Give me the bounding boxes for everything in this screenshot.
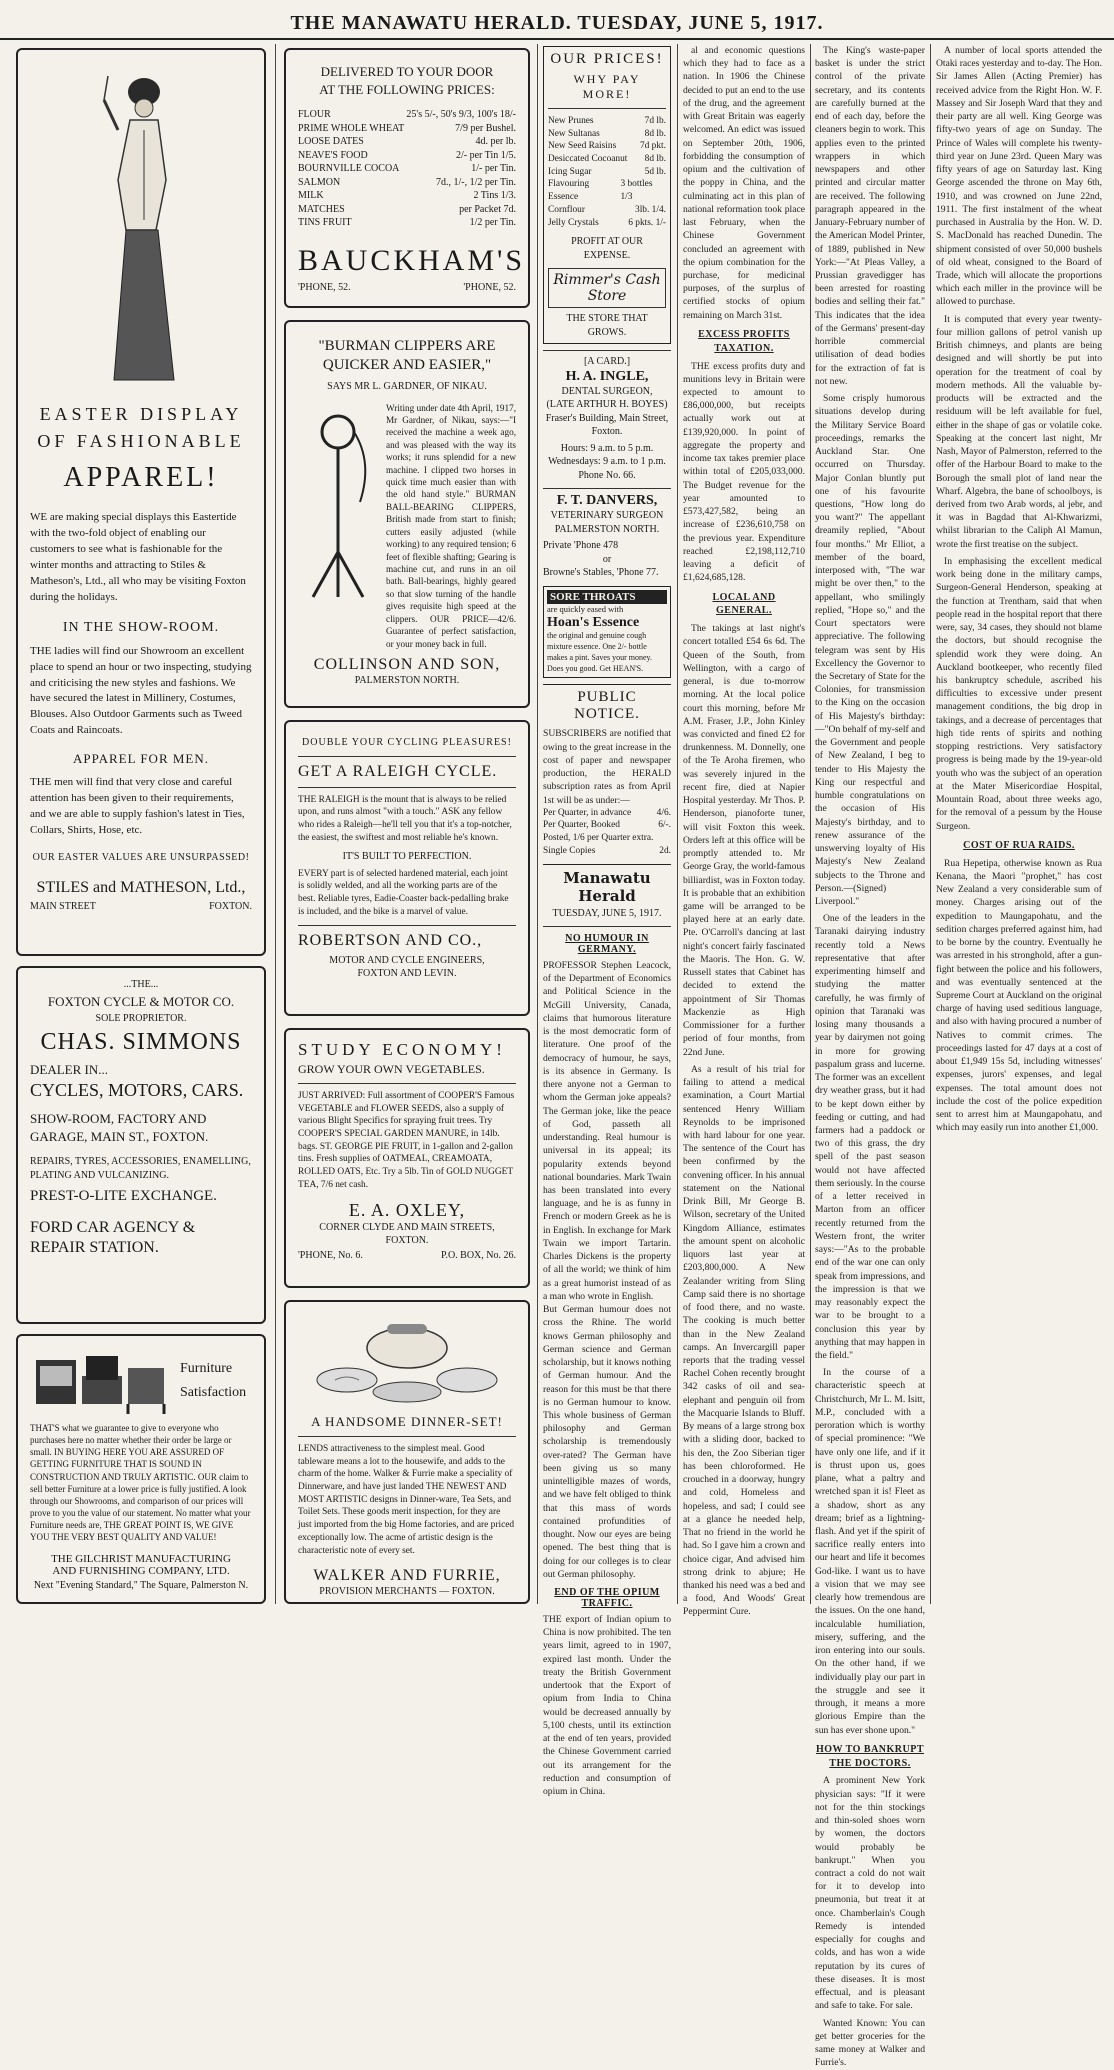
hoan-name: Hoan's Essence [547, 615, 640, 631]
foxton-cycle-ad [16, 966, 266, 1324]
collinson-town: PALMERSTON NORTH. [354, 674, 460, 686]
notice-rate-row-value: 2d. [659, 845, 671, 856]
column-rule [275, 44, 276, 1604]
prices-head: OUR PRICES! [550, 51, 664, 67]
prices-sub: WHY PAY MORE! [573, 72, 641, 101]
ingle-title: DENTAL SURGEON, [561, 385, 653, 397]
cycle-goods: CYCLES, MOTORS, CARS. [30, 1080, 244, 1100]
divider [298, 925, 516, 926]
bankrupt-heading: HOW TO BANKRUPT THE DOCTORS. [815, 1743, 925, 1769]
oxley-box: P.O. BOX, No. 26. [440, 1249, 516, 1261]
divider [298, 1083, 516, 1084]
bauckham-phone-right: 'PHONE, 52. [463, 281, 516, 293]
notice-rate-row [543, 819, 671, 832]
bauckham-phone-line [298, 282, 516, 293]
ingle-card-label: [A CARD.] [583, 356, 631, 368]
notice-rates [543, 807, 671, 858]
herald-section [543, 864, 671, 1799]
rimmer-price-row-label: New Seed Raisins [548, 141, 617, 152]
bauckham-price-row [298, 108, 516, 122]
showroom-heading: IN THE SHOW-ROOM. [62, 619, 220, 635]
walker-furrie-ad [284, 1300, 530, 1604]
bauckham-head1: DELIVERED TO YOUR DOOR [320, 64, 494, 79]
notice-rate-row-label: Per Quarter, in advance [543, 807, 632, 818]
humour-text2: But German humour does not cross the Rhine. The world knows German philosophy and German science and German scholarship, but it knows nothing of German humour. And the reason for this must be that there is no German humour to know. This whole business of German philosophy and German scholarship is tremendously over-rated? The German have been giving us so many unintelligible mazes of words, and we have felt obliged to think that this mass of words contained profundities of thought. Now our eyes are being opened. The best thing that is doing for our colleges is to clear out German philosophy. [543, 1304, 671, 1580]
rimmer-price-row-label: Flavouring Essence [548, 179, 590, 203]
rimmer-price-row-label: New Prunes [548, 116, 594, 126]
cycle-dealer: DEALER IN... [30, 1062, 108, 1077]
stiles-address [30, 901, 252, 912]
raleigh-text: THE RALEIGH is the mount that is always to be relied upon, and runs almost "with a touch." ASK any fellow who rides a Raleigh—he'll tell you that it's a top-notcher, the easiest, the swiftest and most reliable he's known. [298, 794, 512, 843]
cycle-proprietor-name: CHAS. SIMMONS [40, 1029, 242, 1055]
oxley-ad [284, 1028, 530, 1288]
bauckham-price-row-label: TINS FRUIT [298, 217, 352, 228]
bauckham-price-row-label: MATCHES [298, 203, 345, 215]
clippers-head2: QUICKER AND EASIER," [322, 357, 492, 373]
rimmer-price-row-label: Desiccated Cocoanut [548, 154, 628, 165]
cycle-repairs: REPAIRS, TYRES, ACCESSORIES, ENAMELLING, PLATING AND VULCANIZING. [30, 1156, 251, 1181]
notice-text: SUBSCRIBERS are notified that owing to the great increase in the cost of paper and newspaper production, the HERALD subscription rates as from April 1st will be as under:— [543, 728, 671, 806]
ingle-late: (LATE ARTHUR H. BOYES) [546, 399, 668, 411]
men-heading: APPAREL FOR MEN. [72, 751, 210, 767]
cycle-showroom: SHOW-ROOM, FACTORY AND [30, 1111, 207, 1126]
rimmer-price-row-value: 6 pkts. 1/- [628, 217, 666, 228]
notice-rate-row-label: Per Quarter, Booked [543, 820, 620, 831]
column-3 [543, 44, 671, 1798]
furrie-text: LENDS attractiveness to the simplest meal. Good tableware means a lot to the housewife, and adds to the charm of the home. Walker & Furrie make a speciality of Dinnerware, and have just landed THE NEWEST AND MOST ARTISTIC designs in Dinner-ware, Tea Sets, and Toilet Sets. These goods merit inspection, for they are just imported from the big Home factories, and are priced exceptionally low. The acme of artistic design is the characteristic note of every set. [298, 1444, 515, 1556]
furrie-sub: PROVISION MERCHANTS — FOXTON. [319, 1586, 495, 1598]
stiles-firm-name: STILES and MATHESON, Ltd., [36, 878, 246, 896]
bauckham-price-row-value: 7d., 1/-, 1/2 per Tin. [435, 176, 516, 188]
opium-text: THE export of Indian opium to China is now prohibited. The ten years limit, agreed to in 1907, expired last month. Under the treaty the British Government undertook that the Export of opium from India to China would be decreased annually by 5,100 chests, until its extinction at the end of ten years, provided the Chinese Government carried out its arrangement for the reduction and consumption of opium in China. [543, 1614, 671, 1798]
showroom-text: THE ladies will find our Showroom an excellent place to spend an hour or two inspecting, studying and criticising the new styles and fashions. We have secured the latest in Millinery, Costumes, Blouses. Also Outdoor Garments such as Tweed Coats and Raincoats. [30, 644, 252, 737]
rimmer-price-row [548, 140, 666, 153]
public-notice [543, 684, 671, 857]
cycle-garage: GARAGE, MAIN ST., FOXTON. [30, 1129, 209, 1144]
bauckham-price-row [298, 203, 516, 217]
opium-cont-text: al and economic questions which they had to face as a nation. In 1906 the Chinese decided to put an end to the use of the drug, and the agreement with Great Britain was eagerly welcomed. An edict was issued on September 20th, 1906, forbidding the consumption of opium and the cultivation of the poppy in China, and the culminating act in this plan of national reformation took place last February, when the Chinese Government concluded an agreement with the opium combination for the purchase, for medicinal purposes, of the surplus of certified stocks of opium remaining on March 31st. [683, 45, 805, 321]
furniture-illustration [30, 1346, 170, 1416]
clipper-machine-illustration [298, 402, 378, 602]
easter-display-ad [16, 48, 266, 956]
bauckham-name: BAUCKHAM'S [298, 243, 526, 277]
gilchrist-title2: Satisfaction [180, 1385, 247, 1400]
herald-date: TUESDAY, JUNE 5, 1917. [552, 907, 662, 919]
danvers-card [543, 488, 671, 580]
ingle-card [543, 350, 671, 482]
rimmer-price-row [548, 115, 666, 128]
cycle-sole-proprietor: SOLE PROPRIETOR. [95, 1012, 187, 1024]
col5-text1: The King's waste-paper basket is under the strict control of the private secretary, and its contents are carefully burned at the end of each day, before the cleaners begin to work. This applies even to the printed wrappers in which newspapers and other printed and circular matter are received. The following paragraph appeared in the January-February number of the American Model Printer, of 1889, published in New York:—"At Pleas Valley, a Prussian gravedigger has been arrested for roasting bodies and selling their fat." This indicates that the idea of the Germans' present-day horrible commercial utilisation of dead bodies for the extraction of fat is not new. [815, 45, 925, 387]
bauckham-price-row-label: BOURNVILLE COCOA [298, 163, 400, 174]
prices-profit: PROFIT AT OUR EXPENSE. [571, 236, 643, 261]
notice-rate-row-label: Single Copies [543, 845, 596, 856]
gilchrist-furniture-ad [16, 1334, 266, 1604]
clippers-head1: "BURMAN CLIPPERS ARE [318, 338, 496, 354]
rua-heading: COST OF RUA RAIDS. [963, 839, 1075, 851]
newspaper-masthead-title: THE MANAWATU HERALD. TUESDAY, JUNE 5, 1917. [290, 12, 824, 34]
burman-clippers-ad [284, 320, 530, 708]
rimmer-price-row [548, 128, 666, 141]
notice-head: PUBLIC NOTICE. [574, 689, 640, 723]
column-rule [677, 44, 678, 1604]
bauckham-price-row [298, 149, 516, 163]
divider [298, 1436, 516, 1437]
bauckham-price-row-value: 2/- per Tin 1/5. [455, 149, 516, 161]
rimmer-price-row-label: Icing Sugar [548, 166, 592, 177]
col4-text3: As a result of his trial for failing to attend a medical examination, a Court Martial sentenced Henry William Reynolds to be imprisoned with hard labour for one year. The sentence of the Court has been confirmed by the convening officer. In his annual statement on the National Drink Bill, Mr George B. Wilson, secretary of the United Kingdom Alliance, estimates the amount spent on alcoholic liquors last year at £203,800,000. A New Zealander writing from Sling Camp said there is no shortage of food there, and no waste. The cooking is much better than in the New Zealand camps. An Invercargill paper reports that the trading vessel Rachel Cohen recently brought 342 casks of oil and sea-elephant and penguin oil from the Macquarie Islands to Bluff. By means of a large strong box with a sliding door, backed to his den, the Zoo Siberian tiger has been chloroformed. He crouched in a doorway, hungry and cold, Homeless and hopeless, and sad; I could see at a glance he needed help, That no friend in the world he had. So I gave him a crown and choice cigar, And advised him strong drink to abjure; He thanked his need was a bed and a food, And Woods' Great Peppermint Cure. [683, 1063, 805, 1618]
rimmer-price-row-value: 5d lb. [644, 166, 666, 177]
rimmer-price-row-value: 8d lb. [644, 154, 666, 165]
cycle-ford-line2: REPAIR STATION. [30, 1239, 159, 1256]
hoan-text: the original and genuine cough mixture essence. One 2/- bottle makes a pint. Saves your money. Does you good. Get HEAN'S. [547, 631, 653, 673]
rimmer-price-row [548, 153, 666, 166]
rimmer-price-row [548, 217, 666, 230]
robertson-sub: MOTOR AND CYCLE ENGINEERS, [329, 954, 485, 966]
bauckham-price-row-value: 7/9 per Bushel. [455, 122, 516, 134]
humour-text1: PROFESSOR Stephen Leacock, of the Department of Economics and Political Science in the McGill University, Canada, claims that humorous literature is the most democratic form of literature. One proof of the democracy of humour, he says, is its absence in Germany. Is there anyone not a German to whom the German joke appeals? The German joke, like the peace of God, passeth all understanding. Real humour is universal in its appeal; its popularity extends beyond national boundaries. Mark Twain has been translated into every language, and he is as funny in French or modern Greek as he is in English. In exchange for Mark Twain we import Tartarin. Charles Dickens is the property of all the world; we think of him as a great humorist instead of as a man who wrote in English. [543, 960, 671, 1302]
column-rule [810, 44, 811, 1604]
excess-heading: EXCESS PROFITS TAXATION. [698, 328, 790, 354]
local-heading: LOCAL AND GENERAL. [712, 591, 776, 617]
clippers-says: SAYS MR L. GARDNER, OF NIKAU. [327, 381, 487, 392]
bauckham-head2: AT THE FOLLOWING PRICES: [319, 82, 495, 97]
bauckhams-ad [284, 48, 530, 308]
bauckham-price-row-value: 1/- per Tin. [471, 163, 516, 174]
gilchrist-title1: Furniture [180, 1361, 233, 1376]
notice-rate-row-label: Posted, 1/6 per Quarter extra. [543, 833, 654, 844]
dinner-set-illustration [307, 1318, 507, 1408]
col6-text1: A number of local sports attended the Otaki races yesterday and to-day. The Hon. Sir James Allen (Acting Premier) has received advice from the Right Hon. W. F. Massey and Sir Joseph Ward that they and their party are all well. King George was fifty-two years of age on Sunday. The Prince of Wales will complete his twenty-third year on June 23rd. Queen Mary was fifty years of age on Saturday last. King George ascended the throne on May 6th, 1910, and was crowned on June 22nd, 1911. The first instalment of the wheat purchased in Australia by the Hon. W. D. S. MacDonald has reached Dunedin. The shipment consisted of over 50,000 bushels of old wheat, consigned to the Board of Trade, which will allocate the proportions which each miller in the province will be allowed to purchase. [936, 45, 1102, 308]
bauckham-price-row [298, 162, 516, 176]
robertson-town: FOXTON AND LEVIN. [357, 968, 457, 979]
column-2 [284, 44, 530, 1604]
bauckham-price-row-label: FLOUR [298, 109, 331, 120]
local-text: The takings at last night's concert totalled £54 6s 6d. The Queen of the South, from Wellington, with a cargo of general, is due to-morrow morning. At the local police court this morning, before Mr A.M. Fraser, J.P., John Kinley was convicted and fined £2 for drunkenness. M. Donnelly, one of the Te Aroha firemen, who was severely injured in the recent fire, died at Napier Hospital yesterday. Mr Thos. P. Henderson, pianoforte tuner, will visit Foxton this week. Orders left at this office will be promptly attended to. Mr George Gray, the world-famous billiardist, was in Foxton today. It is probable that an exhibition game will be arranged to be played here at an early date. Pte. O'Carroll's dancing at last night's concert fairly fascinated the Maoris. The Hon. G. W. Russell states that Cabinet has decided to extend the appointment of Sir Thomas Mackenzie as High Commissioner for a further period of four months, from 22nd June. [683, 623, 805, 1058]
gilchrist-address: Next "Evening Standard," The Square, Palmerston N. [33, 1580, 249, 1592]
rimmer-price-row-label: Cornflour [548, 204, 585, 215]
bauckham-price-row-value: per Packet 7d. [459, 203, 516, 215]
raleigh-head: GET A RALEIGH CYCLE. [298, 762, 498, 780]
bauckham-price-row-value: 2 Tins 1/3. [473, 190, 516, 201]
raleigh-top: DOUBLE YOUR CYCLING PLEASURES! [302, 737, 512, 748]
lady-fashion-illustration [96, 70, 186, 390]
excess-text: THE excess profits duty and munitions levy in Britain were expected to amount to £86,000,000, but receipts actually work out at £139,920,000. In point of aggregate the property and income tax takes premier place within total of £205,033,000. The Budget revenue for the year amounted to £573,427,582, being an increase of £236,610,758 on the previous year. Expenditure reached £2,198,112,710 leaving a deficit of £1,624,685,128. [683, 360, 805, 584]
ingle-address: Fraser's Building, Main Street, Foxton. [545, 412, 669, 438]
rimmer-price-row-value: 3lb. 1/4. [635, 204, 666, 215]
danvers-name: F. T. DANVERS, [556, 493, 658, 509]
column-6 [936, 44, 1102, 1604]
bauckham-price-row [298, 122, 516, 136]
gilchrist-text: THAT'S what we guarantee to give to everyone who purchases here no matter whether their order be large or small. IN BUYING HERE YOU ARE ASSURED OF GETTING FURNITURE THAT IS SOUND IN CONSTRUCTION AND TRULY ARTISTIC. OUR claim to sell better Furniture at a lower price is fully justified. A look through our Showrooms, and comparison of our prices will prove to you the value of our statement. No matter what your Furniture needs are, THE GREAT POINT IS, WE GIVE YOU THE VERY BEST QUALITY AND VALUE! [30, 1423, 251, 1543]
bauckham-price-row-value: 25's 5/-, 50's 9/3, 100's 18/- [406, 109, 516, 120]
oxley-phone: 'PHONE, No. 6. [298, 1249, 363, 1261]
rimmer-price-row-value: 3 bottles 1/3 [620, 179, 653, 203]
col6-text2: It is computed that every year twenty-four million gallons of petrol vanish up British chimneys, and plants are being designed and will shortly be put into operation for the treatment of coal by modern methods. All the valuable by-products will be extracted and the residuum will be left available for fuel, either in the shape of gas or volatile coke. Speaking at the concert last night, Mr Nash, Mayor of Palmerston, referred to the offer of the Harbour Board to make to the Borough the small plot of land near the Wharf. Algebra, the bane of schoolboys, is derived from two Arab words, al jebr, and it was in Bagdad that Al-Khwarizmi, whilst librarian to the Caliph Al Mamun, wrote the first treatise on the subject. [936, 313, 1102, 550]
bauckham-price-list [298, 108, 516, 230]
collinson-firm: COLLINSON AND SON, [313, 655, 501, 673]
col5-text2: Some crisply humorous situations develop during the Military Service Board proceedings, remarks the Auckland Star. One occurred on Thursday. Major Conlan bluntly put one of his favourite questions, "How long do you want?" The appellant dreamily replied, "About four months." Mr Elliot, a member of the board, interposed with, "The war might be over then," to the appellant, who smilingly replied, "Hope so," and the Court spectators were appreciative. The following telegram was sent by His Excellency the Governor to the Secretary of State for the Colonies, for transmission to the King on the occasion of His Majesty's birthday:—"On behalf of my-self and the Government and people of New Zealand, I beg to tender to His Majesty the King our respectful and humble congratulations on the occasion of His Majesty's birthday, and to renew assurance of the unswerving loyalty of His Majesty's New Zealand subjects to the Throne and Person.—(Signed) Liverpool." [815, 393, 926, 907]
notice-rate-row [543, 807, 671, 820]
bauckham-price-row [298, 176, 516, 190]
bauckham-price-row-label: NEAVE'S FOOD [298, 149, 368, 161]
divider [543, 926, 671, 927]
cycle-prestolite: PREST-O-LITE EXCHANGE. [30, 1188, 217, 1204]
stiles-street: MAIN STREET [30, 900, 96, 912]
easter-line1: EASTER DISPLAY [39, 404, 243, 424]
danvers-stable: Browne's Stables, 'Phone 77. [543, 567, 659, 579]
easter-intro: WE are making special displays this Eastertide with the two-fold object of enabling our customers to see what is fashionable for the winter months and attracting to Stiles & Matheson's, Ltd., all who may be visiting Foxton during the holidays. [30, 511, 246, 603]
bauckham-price-row-label: LOOSE DATES [298, 136, 364, 147]
bauckham-price-row [298, 189, 516, 203]
hoan-head: SORE THROATS [547, 590, 667, 604]
bauckham-price-row-label: MILK [298, 190, 324, 201]
rimmer-price-row-value: 8d lb. [644, 128, 666, 139]
oxley-contact [298, 1250, 516, 1261]
men-text: THE men will find that very close and careful attention has been given to their requirements, and we are able to supply fashion's latest in Ties, Collars, Shirts, Hose, etc. [30, 776, 245, 837]
raleigh-cycle-ad [284, 720, 530, 1016]
oxley-text: JUST ARRIVED: Full assortment of COOPER'S Famous VEGETABLE and FLOWER SEEDS, also a supply of various Blight Specifics for spraying fruit trees. Try COOPER'S SPECIAL GARDEN MANURE, in 14lb. bags. ST. GEORGE PIE FRUIT, in 1-gallon and 2-gallon tins. Fresh supplies of OATMEAL, CREAMOATA, ROLLED OATS, Etc. Try a 5lb. Tin of GOLD NUGGET TEA, 7/6 net cash. [298, 1091, 515, 1190]
rimmer-price-row-value: 7d lb. [644, 116, 666, 126]
ingle-phone: Phone No. 66. [578, 469, 636, 481]
easter-line3: APPAREL! [63, 462, 219, 493]
column-5 [815, 44, 926, 2069]
notice-rate-row-value: 4/6. [656, 807, 671, 818]
column-1 [16, 44, 266, 1604]
clippers-text: Writing under date 4th April, 1917, Mr Gardner, of Nikau, says:—"I received the machine a week ago, and was pleased with the way its works; it runs splendid for a new machine. I clipped two horses in quick time much easier than with the old hand style." BURMAN BALL-BEARING CLIPPERS, British made from start to finish; cutters easily adjusted (while working) to any required tension; 6 feet of flexible shafting; Gearing is machine cut, and runs in an oil bath. Ball-bearings, highly geared so that slow turning of the handle gives requisite high speed at the clippers. OUR PRICE—42/6. Guarantee of perfect satisfaction, or your money back in full. [386, 402, 516, 649]
opium-heading: END OF THE OPIUM TRAFFIC. [554, 1587, 660, 1610]
wanted-known: Wanted Known: You can get better groceries for the same money at Walker and Furrie's. [815, 2017, 925, 2069]
danvers-phone: Private 'Phone 478 [543, 540, 619, 552]
herald-nameplate: Manawatu Herald [563, 868, 651, 905]
divider [548, 108, 666, 109]
divider [298, 756, 516, 757]
notice-rate-row [543, 845, 671, 858]
gilchrist-header [30, 1346, 252, 1416]
cycle-ford-line1: FORD CAR AGENCY & [30, 1219, 196, 1236]
gilchrist-firm2: AND FURNISHING COMPANY, LTD. [52, 1565, 230, 1578]
danvers-town: PALMERSTON NORTH. [554, 523, 660, 535]
bankrupt-text: A prominent New York physician says: "If it were not for the thin stockings and thin-soled shoes worn by women, the doctors would probably be bankrupt." When you contract a cold do not wait for it to develop into pneumonia, but treat it at once. Chamberlain's Cough Remedy is intended especially for coughs and colds, and has won a wide reputation by its cures of these diseases. It is most effectual, and is pleasant and safe to take. For sale. [815, 1775, 925, 2012]
raleigh-built: IT'S BUILT TO PERFECTION. [342, 851, 472, 863]
notice-rate-row-value: 6/-. [658, 820, 671, 831]
rimmer-price-row [548, 166, 666, 179]
col5-text3: One of the leaders in the Taranaki dairying industry recently told a News representative that after experimenting himself and studying the matter carefully, he was firmly of opinion that Taranaki was losing many thousands a year by dairymen not going in more for growing paspalum grass and lucerne. The former was an excellent dry weather grass, but it had to be kept down either by feeding or cutting, and had farmers had a paddock or two of this grass, the dry spell of the past season would not have affected them seriously. In the course of a letter received in Marton from an officer recently returned from the Western front, the writer says:—"As to the probable end of the war one can only speak from impressions, and the impression is that we may reasonably expect the war to be brought to a conclusion this year by anything that may happen in the field." [815, 913, 925, 1361]
oxley-head: STUDY ECONOMY! [298, 1040, 506, 1059]
rimmer-price-row-label: Jelly Crystals [548, 217, 599, 228]
easter-line2: OF FASHIONABLE [37, 431, 245, 451]
bauckham-price-row-value: 4d. per lb. [475, 136, 516, 147]
gilchrist-firm1: THE GILCHRIST MANUFACTURING [51, 1553, 231, 1566]
rimmers-prices-ad [543, 46, 671, 344]
furrie-head: A HANDSOME DINNER-SET! [311, 1414, 503, 1429]
rimmer-price-row-label: New Sultanas [548, 128, 600, 139]
col6-text3: In emphasising the excellent medical work being done in the military camps, Surgeon-General Henderson, speaking at the function at Trentham, said that when people read in the hospital report that there were, say, 34 cases, they should not blame the doctors, but should recognise the splendid work they were doing. An Auckland bootkeeper, who recently filed his bankruptcy schedule, ascribed his difficulties to excessive under present management conditions, the big drop in takings, and a decrease of percentages that high tide rents of spirits and nothing stopping restrictions. Very satisfactory progress is being made by the 19-year-old youth who was the subject of an operation at the Mater Misericordiae Hospital, Mountain Road, about three weeks ago, for the removal of a pessum by the House Surgeon. [936, 555, 1102, 832]
bauckham-price-row [298, 135, 516, 149]
bauckham-phone-left: 'PHONE, 52. [298, 281, 351, 293]
divider [298, 787, 516, 788]
hoan-sub: are quickly eased with [547, 603, 624, 614]
bauckham-price-row-label: PRIME WHOLE WHEAT [298, 122, 405, 134]
furrie-firm: WALKER AND FURRIE, [313, 1567, 501, 1585]
raleigh-text2: EVERY part is of selected hardened material, each joint is solidly welded, and all the working parts are of the best. Reliable tyres, Eadie-Coaster back-pedalling brake is included, and the bike is a marvel of value. [298, 868, 509, 917]
humour-heading: NO HUMOUR IN GERMANY. [565, 933, 649, 955]
rua-text: Rua Hepetipa, otherwise known as Rua Kenana, the Maori "prophet," has cost New Zealand a very considerable sum of money. Charges arising out of the expedition to Maungapohatu, and the sedition charges preferred against him, had to be borne by the country. Eventually he was arrested in his stronghold, after a gun-fight between the police and his followers, and was eventually sentenced at the Supreme Court at Auckland on the original charge of having used seditious language, and also with having procured a number of Natives to commit crimes. The proceedings lasted for 47 days at a cost of about £1,949 15s 5d, including witnesses' expenses, jurors' expenses, and legal expenses. The total amount does not include the cost of the police expedition sent to arrest him at Maungapohatu, and which may easily run into another £1,000. [936, 857, 1102, 1134]
oxley-address: CORNER CLYDE AND MAIN STREETS, FOXTON. [319, 1221, 495, 1246]
cycle-company: FOXTON CYCLE & MOTOR CO. [47, 993, 235, 1009]
notice-rate-row [543, 832, 671, 845]
bauckham-price-row-value: 1/2 per Tin. [469, 217, 516, 228]
prices-tag: THE STORE THAT GROWS. [566, 313, 648, 338]
masthead [0, 0, 1114, 40]
stiles-town: FOXTON. [209, 900, 252, 912]
column-rule [537, 44, 538, 1604]
ingle-name: H. A. INGLE, [565, 368, 649, 384]
danvers-title: VETERINARY SURGEON [550, 510, 664, 522]
rimmers-logo: Rimmer's Cash Store [548, 268, 666, 308]
danvers-or: or [602, 553, 612, 565]
col5-text4: In the course of a characteristic speech at Christchurch, Mr L. M. Isitt, M.P., concluded with a peroration which is worthy of special prominence: "We have only one life, and if it is thrust upon us, goes plane, what a paltry and wretched span it is! Fleet as a shadow, short as any dream; brief as a lightning-flash. And yet if the spirit of sacrifice really enters into our heart and life it becomes God-like. I want us to have a vision that we may see clearly how tremendous are the issues. On the one hand, incalculable humiliation, misery, suffering, and the iron entering into our souls. On the other hand, if we individually play our part in the struggle and see it through, it means a more glorious Empire than the sun has ever shone upon." [815, 1367, 925, 1736]
oxley-sub: GROW YOUR OWN VEGETABLES. [298, 1062, 485, 1076]
hoan-essence-ad [543, 586, 671, 679]
cycle-the: ...THE... [123, 979, 159, 990]
bauckham-price-row-label: SALMON [298, 176, 341, 188]
rimmer-price-list [548, 115, 666, 229]
bauckham-price-row [298, 216, 516, 230]
rimmer-price-row [548, 204, 666, 217]
easter-values: OUR EASTER VALUES ARE UNSURPASSED! [32, 852, 250, 863]
rimmer-price-row [548, 178, 666, 203]
column-rule [930, 44, 931, 1604]
column-4 [683, 44, 805, 1618]
oxley-name: E. A. OXLEY, [348, 1199, 466, 1220]
rimmer-price-row-value: 7d pkt. [639, 141, 666, 152]
robertson-firm: ROBERTSON AND CO., [298, 931, 483, 949]
ingle-hours: Hours: 9 a.m. to 5 p.m. Wednesdays: 9 a.m. to 1 p.m. [548, 442, 666, 468]
